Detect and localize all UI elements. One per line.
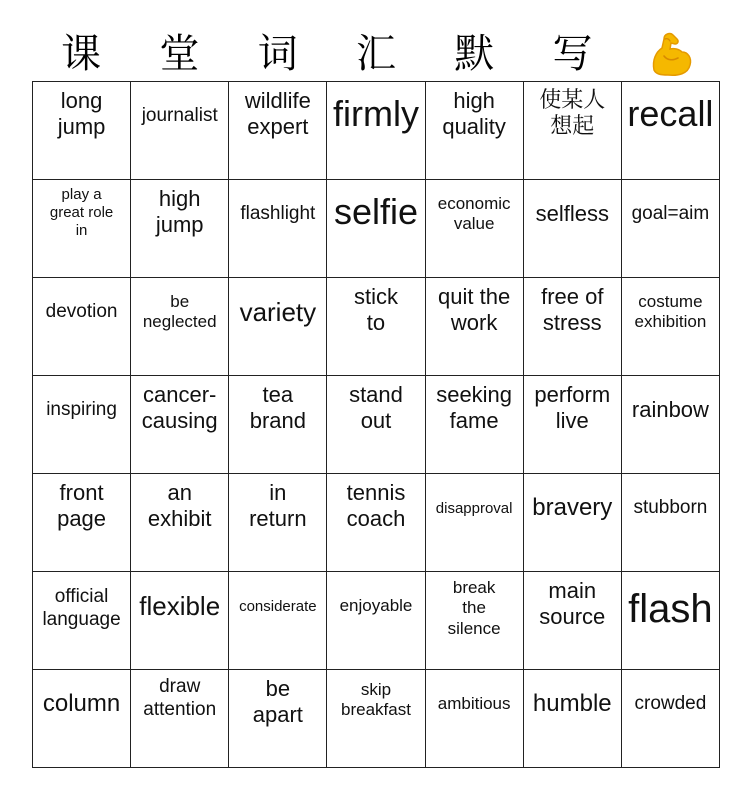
bingo-cell[interactable] (33, 180, 131, 278)
bingo-cell[interactable] (327, 572, 425, 670)
cell-text: quit the work (438, 284, 511, 336)
bingo-cell[interactable] (33, 376, 131, 474)
cell-text: high quality (442, 88, 506, 140)
cell-text: tennis coach (346, 480, 406, 532)
bingo-cell[interactable] (524, 670, 622, 768)
cell-text: long jump (57, 88, 106, 140)
bingo-cell[interactable] (327, 278, 425, 376)
bingo-cell[interactable] (327, 82, 425, 180)
cell-text: considerate (239, 597, 317, 615)
cell-text: ambitious (437, 694, 511, 714)
bingo-cell[interactable] (426, 670, 524, 768)
bingo-cell[interactable] (426, 278, 524, 376)
cell-text: crowded (634, 693, 707, 715)
cell-text: high jump (155, 186, 204, 238)
bingo-cell[interactable] (426, 572, 524, 670)
bingo-cell[interactable] (131, 572, 229, 670)
bingo-header (32, 28, 720, 80)
bingo-cell[interactable] (622, 376, 720, 474)
cell-text: economic value (437, 194, 511, 234)
bingo-cell[interactable] (229, 376, 327, 474)
bingo-cell[interactable] (426, 180, 524, 278)
title-char: 词 (257, 31, 298, 77)
cell-text: draw attention (143, 676, 217, 720)
cell-text: bravery (532, 494, 613, 522)
cell-text: cancer-causing (141, 382, 218, 434)
cell-text: free of stress (541, 284, 604, 336)
cell-text: selfie (333, 191, 419, 232)
bingo-cell[interactable] (622, 180, 720, 278)
bingo-cell[interactable] (229, 670, 327, 768)
bingo-cell[interactable] (524, 572, 622, 670)
cell-text: variety (239, 296, 317, 327)
cell-text: tea brand (249, 382, 306, 434)
bingo-cell[interactable] (622, 572, 720, 670)
cell-text: devotion (45, 301, 118, 323)
flexed-biceps-icon (622, 28, 720, 80)
bingo-cell[interactable] (33, 474, 131, 572)
bingo-cell[interactable] (229, 180, 327, 278)
cell-text: break the silence (447, 578, 501, 638)
bingo-cell[interactable] (327, 376, 425, 474)
title-char: 默 (454, 31, 495, 77)
cell-text: front page (57, 480, 107, 532)
cell-text: stick to (353, 284, 398, 336)
bingo-cell[interactable] (426, 474, 524, 572)
cell-text: in return (249, 480, 307, 532)
cell-text: flashlight (240, 203, 316, 225)
bingo-cell[interactable] (524, 376, 622, 474)
bingo-cell[interactable] (131, 82, 229, 180)
cell-text: wildlife expert (244, 88, 311, 140)
cell-text: an exhibit (147, 480, 212, 532)
bingo-cell[interactable] (622, 474, 720, 572)
bingo-cell[interactable] (33, 572, 131, 670)
title-char: 写 (552, 31, 593, 77)
bingo-cell[interactable] (524, 82, 622, 180)
cell-text: main source (539, 578, 606, 630)
bingo-cell[interactable] (131, 670, 229, 768)
bingo-cell[interactable] (131, 180, 229, 278)
cell-text: be neglected (142, 292, 217, 332)
title-char: 汇 (355, 31, 396, 77)
cell-text: seeking fame (436, 382, 513, 434)
cell-text: goal=aim (631, 203, 710, 225)
bingo-cell[interactable] (327, 474, 425, 572)
bingo-cell[interactable] (622, 82, 720, 180)
cell-text: flash (628, 586, 713, 631)
cell-text: skip breakfast (341, 680, 411, 720)
cell-text: journalist (141, 105, 218, 127)
bingo-cell[interactable] (33, 82, 131, 180)
bingo-cell[interactable] (426, 82, 524, 180)
cell-text: selfless (535, 201, 609, 227)
cell-text: be apart (252, 676, 303, 728)
cell-text: play a great role in (49, 186, 114, 239)
bingo-cell[interactable] (33, 278, 131, 376)
cell-text: perform live (534, 382, 611, 434)
bingo-cell[interactable] (327, 670, 425, 768)
cell-text: stubborn (633, 497, 708, 519)
bingo-cell[interactable] (229, 278, 327, 376)
cell-text: flexible (139, 590, 221, 621)
bingo-cell[interactable] (229, 572, 327, 670)
bingo-cell[interactable] (622, 670, 720, 768)
bingo-cell[interactable] (524, 278, 622, 376)
cell-text: rainbow (631, 397, 709, 423)
cell-text: firmly (333, 93, 419, 134)
title-char: 堂 (159, 31, 200, 77)
cell-text: stand out (349, 382, 403, 434)
bingo-cell[interactable] (131, 278, 229, 376)
title-char: 课 (61, 31, 102, 77)
cell-text: official language (42, 586, 121, 630)
bingo-cell[interactable] (131, 376, 229, 474)
cell-text: column (42, 690, 121, 718)
bingo-cell[interactable] (622, 278, 720, 376)
cell-text: disapproval (435, 499, 513, 517)
cell-text: 使某人想起 (539, 88, 606, 140)
bingo-cell[interactable] (229, 474, 327, 572)
bingo-cell[interactable] (426, 376, 524, 474)
bingo-cell[interactable] (327, 180, 425, 278)
cell-text: inspiring (46, 399, 117, 421)
bingo-cell[interactable] (524, 180, 622, 278)
cell-text: enjoyable (339, 596, 413, 616)
cell-text: recall (627, 93, 714, 134)
bingo-cell[interactable] (524, 474, 622, 572)
bingo-board (32, 81, 720, 768)
cell-text: costume exhibition (634, 292, 707, 332)
bingo-cell[interactable] (229, 82, 327, 180)
bingo-cell[interactable] (131, 474, 229, 572)
cell-text: humble (532, 690, 612, 718)
bingo-cell[interactable] (33, 670, 131, 768)
